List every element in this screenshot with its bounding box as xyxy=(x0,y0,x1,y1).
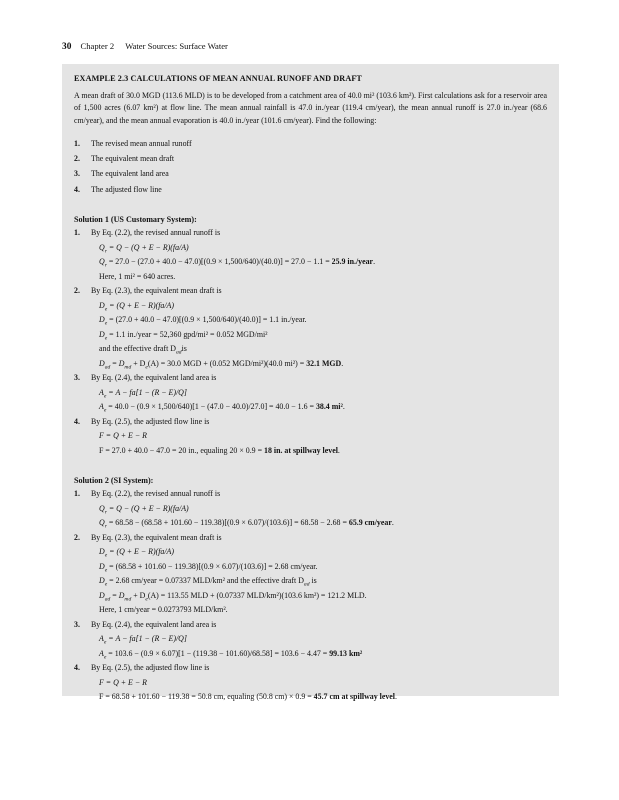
step: 3. By Eq. (2.4), the equivalent land area is xyxy=(74,619,217,629)
solution-2-title: Solution 2 (SI System): xyxy=(74,476,154,486)
equation: $A_e = A - fa[1 - (R - E)/Q]$ xyxy=(99,634,187,646)
equation: $D_e = (Q + E - R)(fa/A)$ xyxy=(99,300,175,313)
note: Here, 1 cm/year = 0.0273793 MLD/km². xyxy=(99,605,228,615)
note: and the effective draft $D_{ad}is$ xyxy=(99,344,187,356)
equation: $D_e = 2.68$ cm/year = 0.07337 MLD/km² and the effective draft $D_{ad}$ is xyxy=(99,576,317,588)
equation: F = Q + E − R xyxy=(99,431,147,441)
chapter-label: Chapter 2 xyxy=(80,41,115,51)
example-title: EXAMPLE 2.3 CALCULATIONS OF MEAN ANNUAL RUNOFF AND DRAFT xyxy=(74,74,362,83)
equation: $Q_r = Q - (Q + E - R)(fa/A)$ xyxy=(99,503,189,516)
equation: $A_e = 40.0 - (0.9 \times 1,500/640)[1 - (47.0 - 40.0)/27.0] = 40.0 - 1.6 = 38.4$ mi². xyxy=(99,402,345,414)
equation: $D_e = 1.1$ in./year = 52,360 gpd/mi² = 0.052 MGD/mi² xyxy=(99,329,268,342)
equation: F = 68.58 + 101.60 − 119.38 = 50.8 cm, equaling (50.8 cm) × 0.9 = 45.7 cm at spillway level. xyxy=(99,692,397,702)
list-item: 2. The equivalent mean draft xyxy=(74,154,175,164)
list-item: 4. The adjusted flow line xyxy=(74,184,162,194)
question-list xyxy=(74,136,547,197)
equation: $Q_r = Q - (Q + E - R)(fa/A)$ xyxy=(99,242,189,255)
step: 4. By Eq. (2.5), the adjusted flow line is xyxy=(74,663,210,673)
equation: $D_{ad} = D_{md} + D_e(A) = 30.0$ MGD + (0.052 MGD/mi²)(40.0 mi²) = 32.1 MGD. xyxy=(99,358,344,371)
equation: $A_e = A - fa[1 - (R - E)/Q]$ xyxy=(99,387,187,400)
step: 3. By Eq. (2.4), the equivalent land area is xyxy=(74,373,217,383)
equation: $D_e = (Q + E - R)(fa/A)$ xyxy=(99,547,174,559)
equation: $D_e = (27.0 + 40.0 - 47.0)[(0.9 \times 1,500/640)/(40.0)] = 1.1$ in./year. xyxy=(99,315,307,327)
list-item: 1. The revised mean annual runoff xyxy=(74,138,192,148)
step: 2. By Eq. (2.3), the equivalent mean draft is xyxy=(74,286,222,296)
note: Here, 1 mi² = 640 acres. xyxy=(99,271,176,281)
step: 2. By Eq. (2.3), the equivalent mean draft is xyxy=(74,532,222,542)
example-intro: A mean draft of 30.0 MGD (113.6 MLD) is to be developed from a catchment area of 40.0 mi² (103.6 km²). First calculations ask for a reservoir area of 1,500 acres (6.07 km²) at flow line. The mean annual rainfall is 47.0 in./year (119.4 cm/year), the mean annual runoff is 27.0 in./year (68.6 cm/year), and the mean annual evaporation is 40.0 in./year (101.6 cm/year). Find the following: xyxy=(74,91,547,125)
equation: F = 27.0 + 40.0 − 47.0 = 20 in., equaling 20 × 0.9 = 18 in. at spillway level. xyxy=(99,445,340,455)
equation: F = Q + E − R xyxy=(99,677,147,687)
step: 1. By Eq. (2.2), the revised annual runoff is xyxy=(74,489,221,499)
equation: $D_{ad} = D_{md} + D_e(A) = 113.55$ MLD + (0.07337 MLD/km²)(103.6 km²) = 121.2 MLD. xyxy=(99,590,367,603)
solution-1 xyxy=(74,226,547,458)
step: 4. By Eq. (2.5), the adjusted flow line is xyxy=(74,416,210,426)
equation: $D_e = (68.58 + 101.60 - 119.38)[(0.9 \times 6.07)/(103.6)] = 2.68$ cm/year. xyxy=(99,561,318,574)
solution-2 xyxy=(74,487,547,705)
step: 1. By Eq. (2.2), the revised annual runoff is xyxy=(74,228,221,238)
page-number: 30 xyxy=(62,42,72,52)
equation: $A_e = 103.6 - (0.9 \times 6.07)[1 - (119.38 - 101.60)/68.58] = 103.6 - 4.47 = 99.13$ km² xyxy=(99,648,363,661)
equation: $Q_r = 68.58 - (68.58 + 101.60 - 119.38)[(0.9 \times 6.07)/(103.6)] = 68.58 - 2.68 = 65.9$ cm/year. xyxy=(99,518,394,530)
example-box xyxy=(62,64,559,702)
equation: $Q_r = 27.0 - (27.0 + 40.0 - 47.0)[(0.9 \times 1,500/640)/(40.0)] = 27.0 - 1.1 = 25.9$ in./year. xyxy=(99,257,376,269)
list-item: 3. The equivalent land area xyxy=(74,169,169,179)
running-header xyxy=(62,41,228,52)
solution-1-title: Solution 1 (US Customary System): xyxy=(74,215,197,225)
section-title: Water Sources: Surface Water xyxy=(125,41,228,51)
